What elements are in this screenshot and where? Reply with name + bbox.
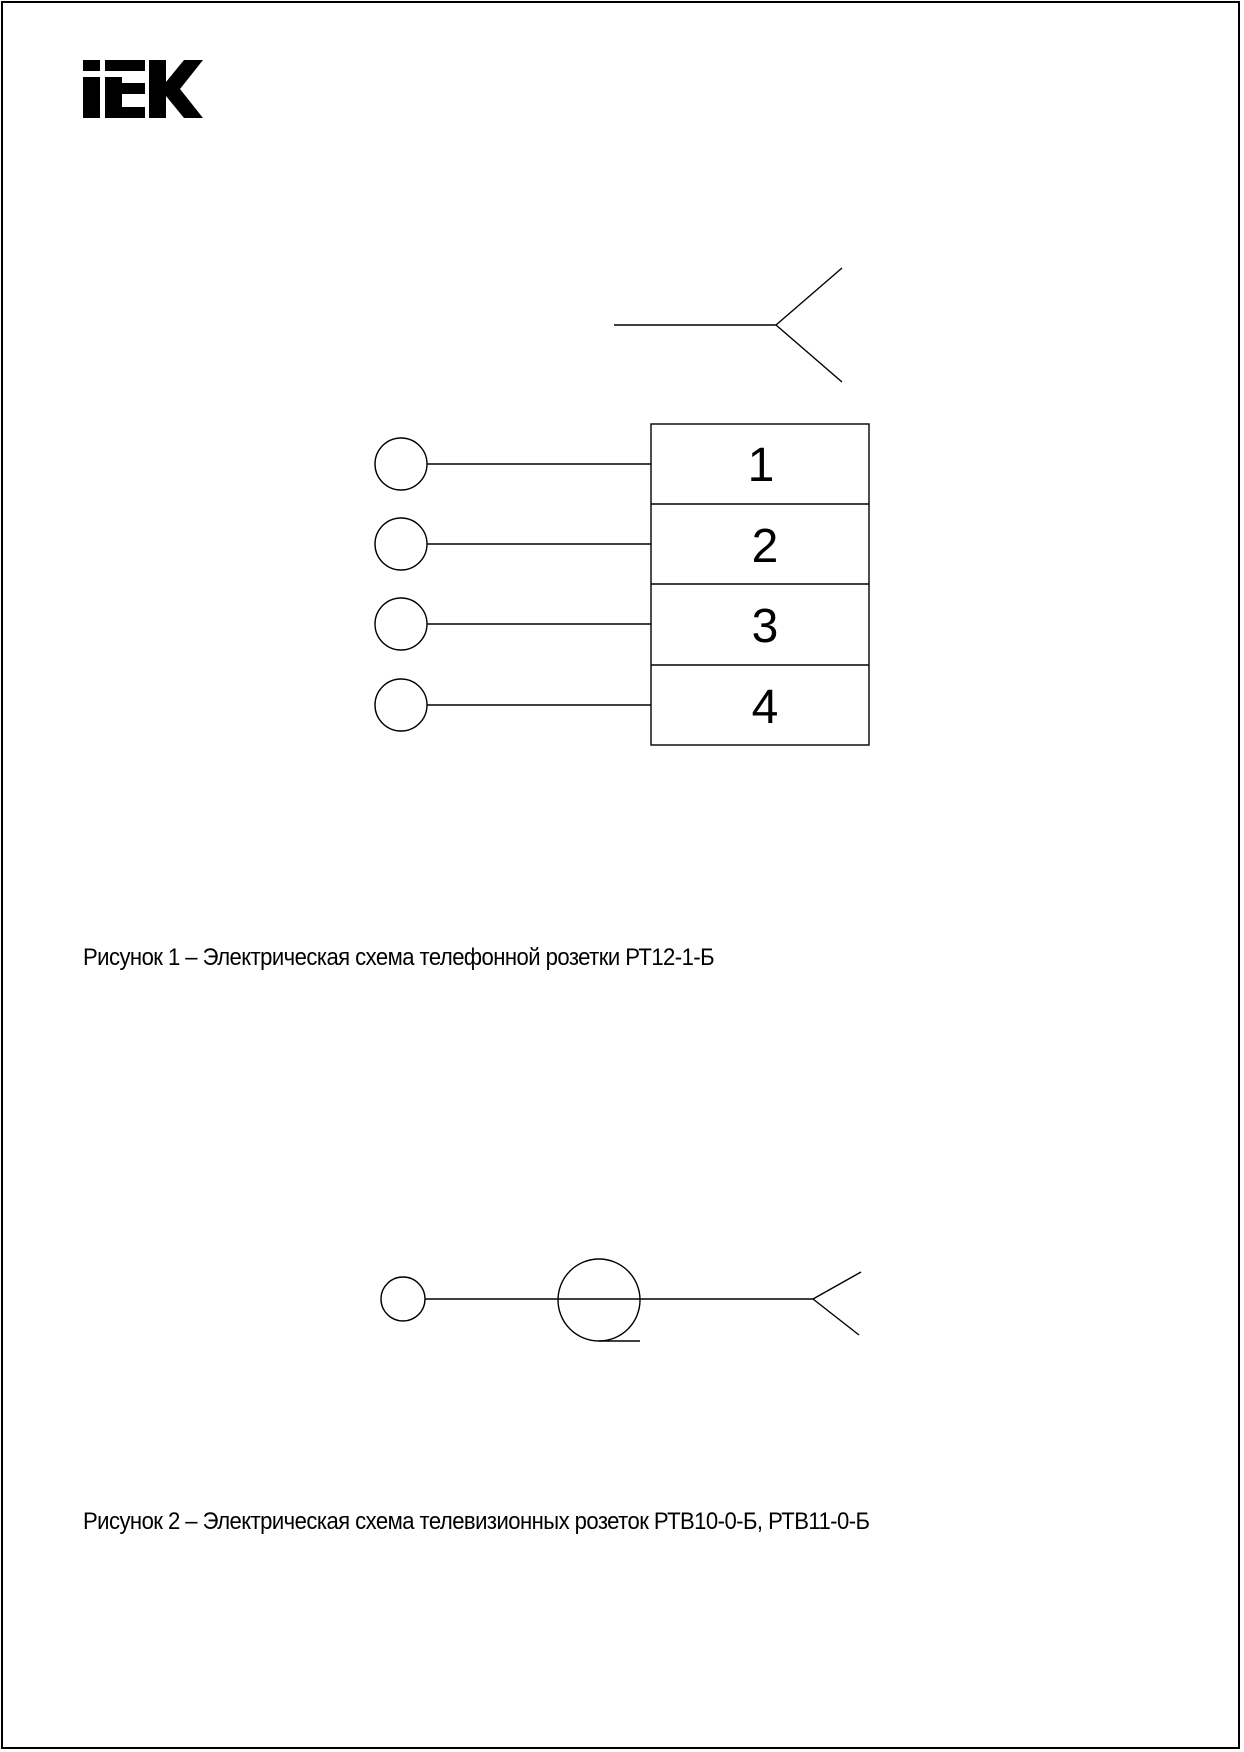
terminal-label-2: 2 [751,520,779,573]
wire-contact-1 [375,438,427,490]
wire-contact-3 [375,598,427,650]
input-contact [381,1277,425,1321]
figure2-fork-upper [813,1272,861,1299]
terminal-label-3: 3 [751,600,779,653]
wire-contact-2 [375,518,427,570]
figure1-fork-upper [776,268,842,325]
coaxial-symbol [558,1259,640,1341]
figure2-diagram [381,1259,861,1341]
terminal-label-4: 4 [751,681,779,734]
figure2-fork-lower [813,1299,859,1335]
wire-contact-4 [375,679,427,731]
terminal-label-1: 1 [747,439,775,492]
figure1-caption: Рисунок 1 – Электрическая схема телефонной розетки РТ12-1-Б [83,944,715,971]
figure2-caption: Рисунок 2 – Электрическая схема телевизионных розеток РТВ10-0-Б, РТВ11-0-Б [83,1508,870,1535]
figure1-fork-lower [776,325,842,382]
figure1-diagram [375,268,869,745]
